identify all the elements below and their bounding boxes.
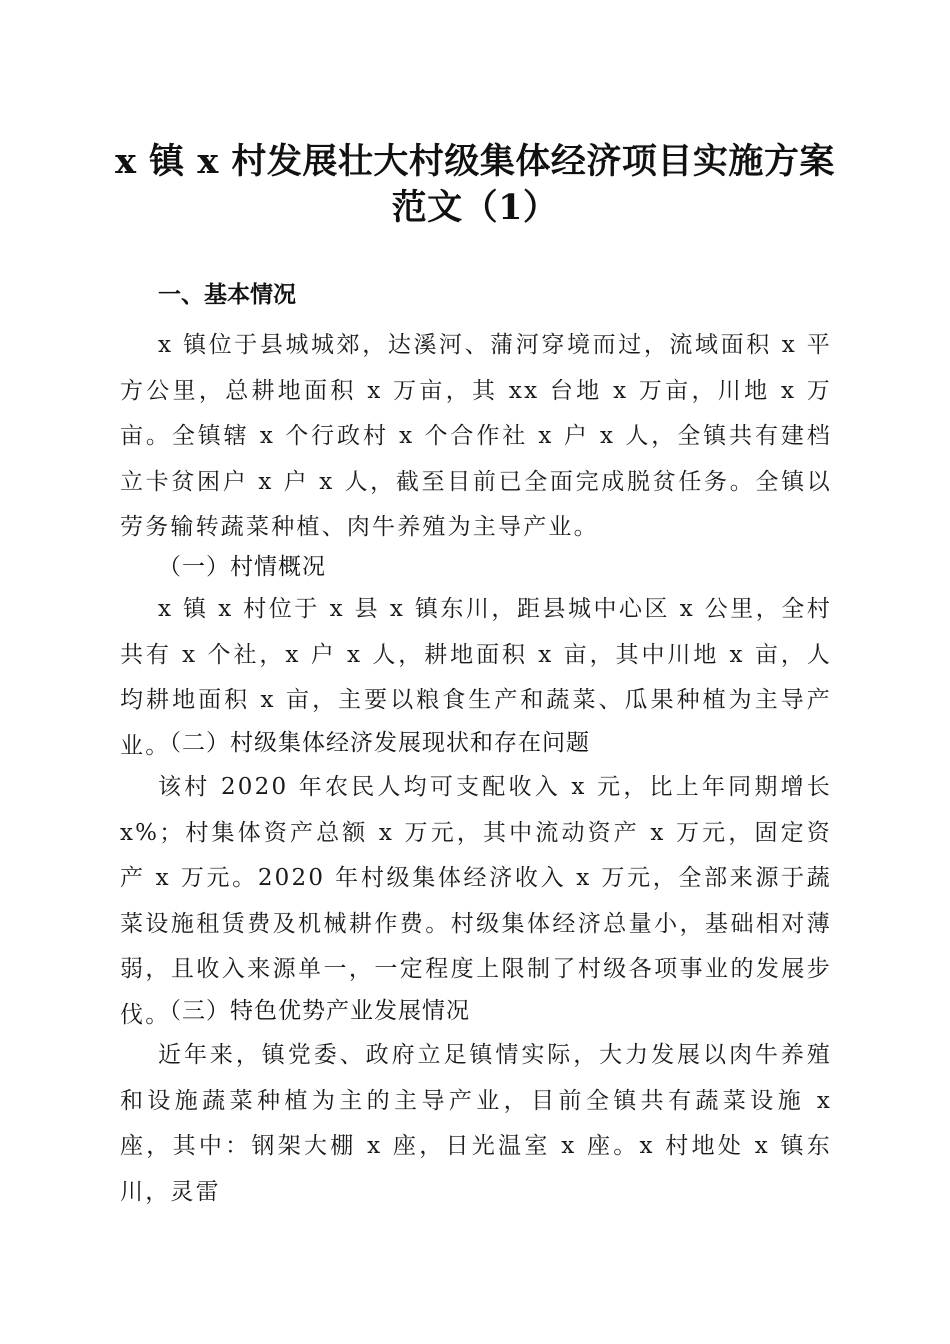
section-heading-basic-info: 一、基本情况 — [158, 282, 296, 308]
subsection-heading-industry: （三）特色优势产业发展情况 — [158, 998, 470, 1024]
subsection-heading-collective-economy: （二）村级集体经济发展现状和存在问题 — [158, 730, 590, 756]
document-title-line-2: 范文（1） — [391, 187, 559, 228]
document-title-line-1: x 镇 x 村发展壮大村级集体经济项目实施方案 — [115, 141, 835, 182]
paragraph-collective-economy: 该村 2020 年农民人均可支配收入 x 元，比上年同期增长x%；村集体资产总额 x 万元，其中流动资产 x 万元，固定资产 x 万元。2020 年村级集体经济收入 x 万元，全部来源于蔬菜设施租赁费及机械耕作费。村级集体经济总量小，基础相对薄弱，且收入来源单一，一定程度上限制了村级各项事业的发展步伐。 — [120, 774, 832, 1028]
paragraph-village-overview: x 镇 x 村位于 x 县 x 镇东川，距县城中心区 x 公里，全村共有 x 个社，x 户 x 人，耕地面积 x 亩，其中川地 x 亩，人均耕地面积 x 亩，主要以粮食生产和蔬菜、瓜果种植为主导产业。 — [120, 596, 832, 759]
paragraph-industry: 近年来，镇党委、政府立足镇情实际，大力发展以肉牛养殖和设施蔬菜种植为主的主导产业，目前全镇共有蔬菜设施 x 座，其中：钢架大棚 x 座，日光温室 x 座。x 村地处 x 镇东川，灵雷 — [120, 1042, 832, 1205]
subsection-heading-village-overview: （一）村情概况 — [158, 554, 326, 580]
paragraph-town-overview: x 镇位于县城城郊，达溪河、蒲河穿境而过，流域面积 x 平方公里，总耕地面积 x 万亩，其 xx 台地 x 万亩，川地 x 万亩。全镇辖 x 个行政村 x 个合作社 x 户 x 人，全镇共有建档立卡贫困户 x 户 x 人，截至目前已全面完成脱贫任务。全镇以劳务输转蔬菜种植、肉牛养殖为主导产业。 — [120, 332, 832, 540]
